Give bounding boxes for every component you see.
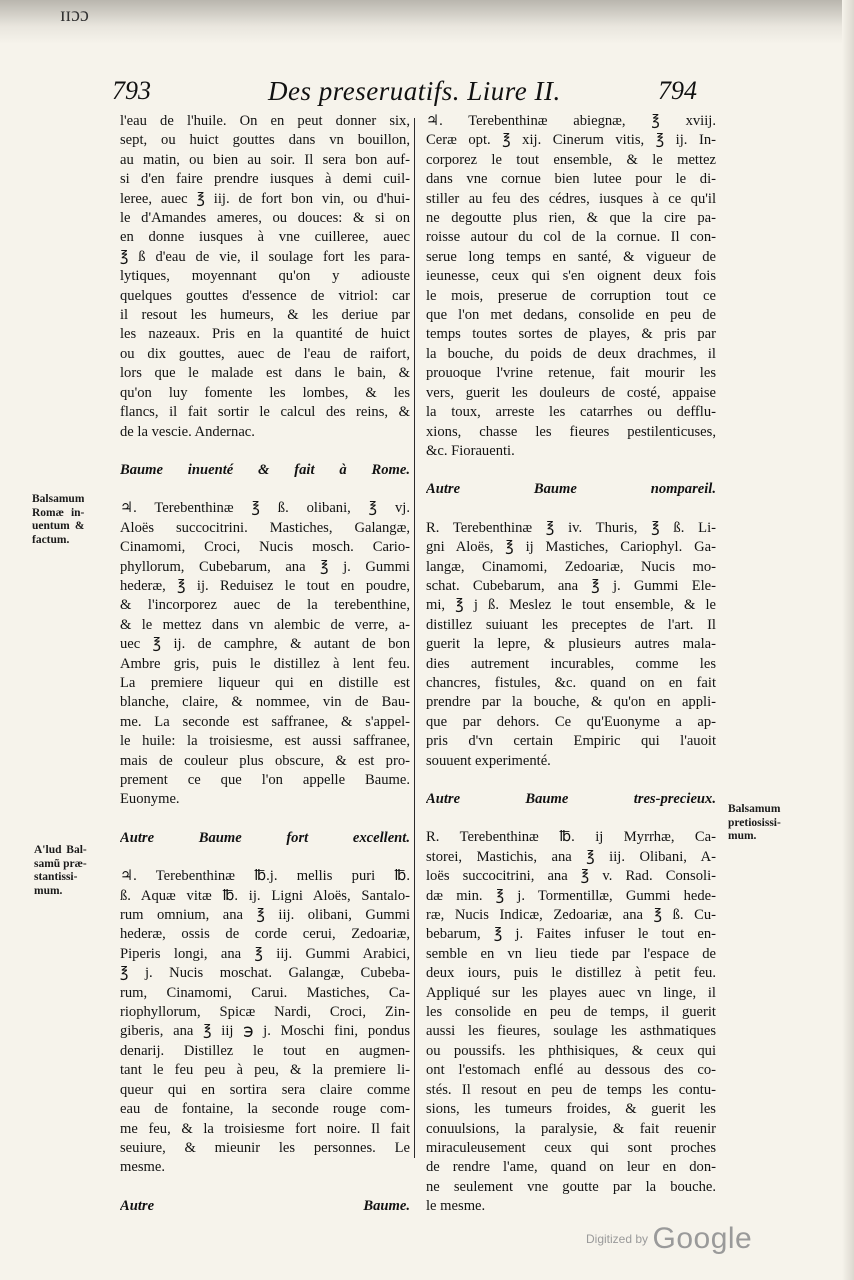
text-line: stantissi- [34, 871, 78, 883]
text-line: bebarum, ℥ j. Faites infuser le tout en- [426, 926, 716, 943]
text-line: samũ præ- [34, 857, 87, 870]
column-divider [414, 118, 415, 1158]
text-line: de rendre l'ame, quand on leur en don- [426, 1159, 716, 1176]
text-line: Ceræ opt. ℥ xij. Cinerum vitis, ℥ ij. In- [426, 132, 716, 149]
text-line: langæ, Cinamomi, Zedoariæ, Nucis mo- [426, 558, 716, 575]
text-line: prouoque l'vrine retenue, fait mourir les [426, 365, 716, 382]
text-line: ne seulement vne goutte par la bouche. [426, 1178, 716, 1195]
text-line: ℥ j. Nucis moschat. Galangæ, Cubeba- [120, 965, 410, 982]
text-line: les nazeaux. Pris en la quantité de huict [120, 326, 410, 343]
text-line: hederæ, ℥ ij. Reduisez le tout en poudre, [120, 577, 410, 594]
text-line: sions, les tumeurs froides, & guerit les [426, 1101, 716, 1118]
text-line: me feu, & la troisiesme fort noire. Il fait [120, 1120, 410, 1137]
left-column [120, 112, 410, 1216]
section-heading: Baume inuenté & fait à Rome. [120, 461, 410, 478]
text-line: ieunesse, ceux qui s'en oignent deux fois [426, 268, 716, 285]
text-line: lytiques, moyennant qu'on y adiouste [120, 268, 410, 285]
text-line: prement ce que l'on appelle Baume. [120, 772, 410, 788]
text-line: ℥ ß d'eau de vie, il soulage fort les para- [120, 248, 410, 265]
watermark-prefix: Digitized by [586, 1232, 649, 1246]
paragraph [120, 867, 410, 1178]
text-line: stiller au feu des cédres, iusques à ce qu'il [426, 190, 716, 207]
text-line: au matin, ou bien au soir. Il sera bon auf- [120, 151, 410, 168]
text-line: blanche, claire, & nommee, vin de Bau- [120, 694, 410, 711]
text-line: giberis, ana ℥ iij ℈ j. Moschi fini, pondus [120, 1023, 410, 1040]
text-line: souuent experimenté. [426, 752, 551, 769]
page-number-left: 793 [112, 76, 151, 105]
text-line: ræ, Nucis Indicæ, Zedoariæ, ana ℥ ß. Cu- [426, 907, 716, 924]
text-line: les consolide en peu de temps, il guerit [426, 1004, 716, 1021]
text-line: si d'en faire prendre iusques à demi cuil- [120, 171, 410, 188]
text-line: storei, Mastichis, ana ℥ iij. Olibani, A- [426, 848, 716, 865]
text-line: sept, ou huict gouttes dans vn bouillon, [120, 132, 410, 149]
text-line: que l'on met dedans, consolide en peu de [426, 307, 716, 324]
right-column [426, 112, 716, 1217]
text-line: chancres, fistules, &c. quand on en fait [426, 674, 716, 691]
text-line: temps toutes sortes de playes, & pris par [426, 326, 716, 343]
text-line: Ambre gris, puis le distillez à lent feu. [120, 655, 410, 672]
page-number-right: 794 [658, 76, 697, 105]
text-line: Cinamomi, Croci, Nucis mosch. Cario- [120, 539, 410, 556]
text-line: ♃. Terebenthinæ abiegnæ, ℥ xviij. [426, 113, 716, 129]
section-heading: Autre Baume nompareil. [426, 481, 716, 498]
paragraph [426, 828, 716, 1216]
margin-note [728, 803, 781, 844]
section-heading: Autre Baume tres-precieux. [426, 791, 716, 807]
digitization-watermark [586, 1222, 752, 1256]
text-line: Aloës succocitrini. Mastiches, Galangæ, [120, 519, 410, 536]
scan-shadow-edge [842, 0, 854, 1280]
text-line: semble en vn lieu tiede par l'espace de [426, 945, 716, 962]
text-line: ne degoutte plus rien, & que la cire pa- [426, 210, 716, 227]
text-line: Balsamum [32, 493, 85, 505]
text-line: R. Terebenthinæ ℔. ij Myrrhæ, Ca- [426, 829, 716, 846]
text-line: schat. Cubebarum, ana ℥ j. Gummi Ele- [426, 577, 716, 594]
text-line: guerit la lepre, & plusieurs autres mala- [426, 636, 716, 653]
text-line: le mois, preserue de corruption tout ce [426, 287, 716, 304]
margin-note [32, 493, 84, 547]
text-line: mum. [728, 830, 757, 842]
google-logo: Google [652, 1222, 753, 1255]
text-line: ♃. Terebenthinæ ℔.j. mellis puri ℔. [120, 868, 410, 885]
text-line: rum, Cinamomi, Carui. Mastiches, Ca- [120, 984, 410, 1001]
section-heading: Autre Baume. [120, 1197, 410, 1214]
text-line: La premiere liqueur qui en distille est [120, 674, 410, 691]
text-line: hederæ, ossis de corde cerui, Zedoariæ, [120, 926, 410, 943]
text-line: ou dix gouttes, auec de l'eau de raifort, [120, 345, 410, 362]
text-line: Euonyme. [120, 791, 180, 808]
text-line: la toux, arreste les catarrhes ou defflu- [426, 404, 716, 421]
text-line: dies autrement incurables, comme les [426, 655, 716, 672]
text-line: riophyllorum, Spicæ Nardi, Croci, Zin- [120, 1004, 410, 1021]
text-line: factum. [32, 533, 70, 546]
text-line: que par dehors. Ce qu'Euonyme a ap- [426, 713, 716, 730]
text-line: tant le feu peu à peu, & la premiere li- [120, 1062, 410, 1079]
text-line: queur qui en sortira sera claire comme [120, 1081, 410, 1098]
text-line: &c. Fiorauenti. [426, 442, 515, 459]
text-line: le d'Amandes ameres, ou douces: & si on [120, 210, 410, 227]
text-line: ♃. Terebenthinæ ℥ ß. olibani, ℥ vj. [120, 500, 410, 517]
text-line: il resout les humeurs, & les deriue par [120, 307, 410, 324]
text-line: ou poussifs. les phthisiques, & ceux qui [426, 1042, 716, 1059]
text-line: A'lud Bal- [34, 844, 87, 856]
text-line: ont l'estomach enflé au dessous des co- [426, 1062, 716, 1079]
text-line: rum omnium, ana ℥ iij. olibani, Gummi [120, 907, 410, 924]
text-line: R. Terebenthinæ ℥ iv. Thuris, ℥ ß. Li- [426, 519, 716, 536]
text-line: prendre par la bouche, & qu'on en appli- [426, 694, 716, 711]
text-line: mum. [34, 884, 63, 897]
text-line: conuulsions, la paralysie, & fait reuenir [426, 1120, 716, 1137]
text-line: uentum & [32, 520, 85, 532]
text-line: leree, auec ℥ iij. de fort bon vin, ou d'hui- [120, 190, 410, 207]
text-line: lors que le malade est dans le bain, & [120, 365, 410, 382]
text-line: & l'incorporez auec de la terebenthine, [120, 597, 410, 614]
text-line: l'eau de l'huile. On en peut donner six, [120, 113, 410, 129]
scan-mark: ɪɪɔɔ [60, 4, 89, 26]
text-line: stés. Il resout en peu de temps les contu- [426, 1081, 716, 1098]
paragraph [426, 112, 716, 461]
margin-note [34, 844, 87, 898]
text-line: le mesme. [426, 1198, 486, 1215]
text-line: xions, chasse les fieures pestilenticuses, [426, 423, 716, 440]
text-line: corporez le tout ensemble, & le mettez [426, 151, 716, 168]
text-line: Balsamum [728, 803, 781, 815]
paragraph [120, 112, 410, 442]
text-line: le huile: la troisiesme, est aussi saffranee, [120, 733, 410, 750]
text-line: ß. Aquæ vitæ ℔. ij. Ligni Aloës, Santalo- [120, 887, 410, 904]
text-line: dans vne cornue bien lutee pour le di- [426, 171, 716, 188]
text-line: uec ℥ ij. de camphre, & autant de bon [120, 636, 410, 653]
section-heading: Autre Baume fort excellent. [120, 829, 410, 846]
text-line: quelques gouttes d'essence de vitriol: car [120, 287, 410, 304]
text-line: serue long temps en santé, & vigueur de [426, 248, 716, 265]
text-line: aussi les fieures, soulage les asthmatiques [426, 1023, 716, 1040]
text-line: eau de fontaine, la seconde rouge com- [120, 1101, 410, 1118]
text-line: Appliqué sur les playes auec vn linge, il [426, 984, 716, 1001]
text-line: loës succocitrini, ana ℥ v. Rad. Consoli- [426, 868, 716, 885]
text-line: gni Aloës, ℥ ij Mastiches, Cariophyl. Ga- [426, 539, 716, 556]
text-line: en donne iusques à vne cuilleree, auec [120, 229, 410, 246]
text-line: phyllorum, Cubebarum, ana ℥ j. Gummi [120, 558, 410, 575]
text-line: dæ min. ℥ j. Tormentillæ, Gummi hede- [426, 887, 716, 904]
text-line: distillez suiuant les preceptes de l'art. Il [426, 616, 716, 633]
paragraph [120, 499, 410, 810]
text-line: flancs, il fait sortir le calcul des reins, & [120, 404, 410, 421]
scan-shadow-top [0, 0, 854, 44]
text-line: Piperis longi, ana ℥ iij. Gummi Arabici, [120, 945, 410, 962]
text-line: mesme. [120, 1159, 165, 1176]
text-line: qu'on luy fomente les lombes, & les [120, 384, 410, 401]
text-line: pris d'vn certain Empiric qui l'auoit [426, 733, 716, 750]
page-header [0, 76, 854, 116]
text-line: me. La seconde est saffranee, & s'appel- [120, 713, 410, 730]
text-line: pretiosissi- [728, 816, 781, 829]
text-line: de la vescie. Andernac. [120, 423, 255, 440]
text-line: deux iours, puis le distillez à petit feu. [426, 965, 716, 982]
running-title: Des preseruatifs. Liure II. [268, 76, 561, 106]
text-line: & le mettez dans vn alembic de verre, a- [120, 616, 410, 633]
text-line: miraculeusement ceux qui sont proches [426, 1139, 716, 1156]
text-line: vers, guerit les douleurs de costé, appaise [426, 384, 716, 401]
text-line: seuiure, & mieunir les personnes. Le [120, 1139, 410, 1156]
text-line: denarij. Distillez le tout en augmen- [120, 1042, 410, 1059]
text-line: la bouche, du poids de deux drachmes, il [426, 345, 716, 362]
text-line: roisse autour du col de la cornue. Il con- [426, 229, 716, 246]
text-line: mi, ℥ j ß. Meslez le tout ensemble, & le [426, 597, 716, 614]
paragraph [426, 519, 716, 771]
text-line: Romæ in- [32, 506, 85, 519]
text-line: mais de couleur plus obscure, & est pro- [120, 752, 410, 769]
